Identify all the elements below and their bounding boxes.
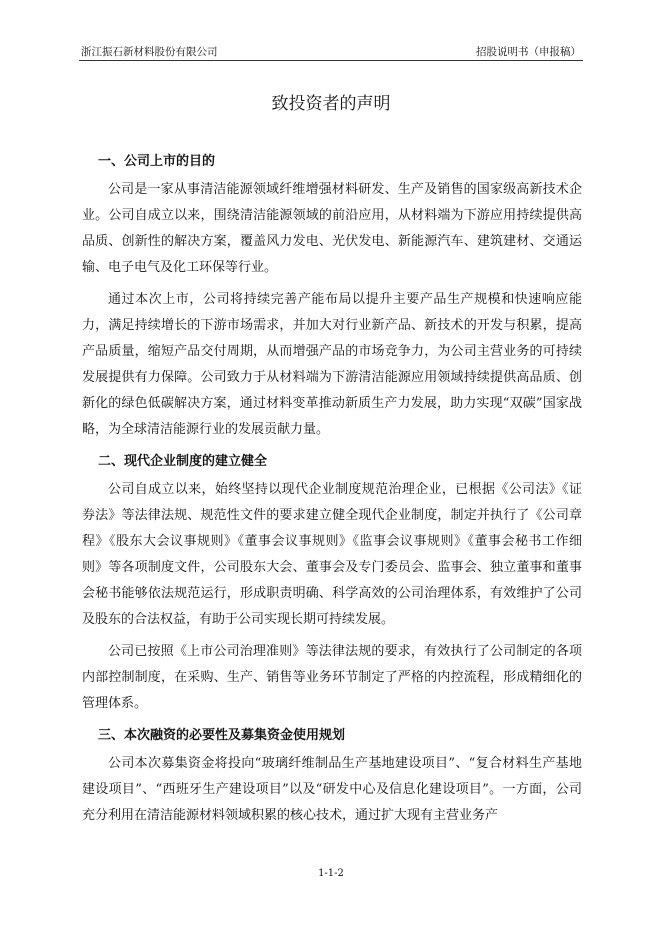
- section-heading: 一、公司上市的目的: [98, 154, 216, 169]
- paragraph: 通过本次上市，公司将持续完善产能布局以提升主要产品生产规模和快速响应能力，满足持续增长的下游市场需求，并加大对行业新产品、新技术的开发与积累，提高产品质量，缩短产品交付周期，从而增强产品的市场竞争力，为公司主营业务的可持续发展提供有力保障。公司致力于从材料端为下游清洁能源应用领域持续提供高品质、创新化的绿色低碳解决方案，通过材料变革推动新质生产力发展，助力实现“双碳”国家战略，为全球清洁能源行业的发展贡献力量。: [82, 292, 582, 437]
- paragraph: 公司是一家从事清洁能源领域纤维增强材料研发、生产及销售的国家级高新技术企业。公司自成立以来，围绕清洁能源领域的前沿应用，从材料端为下游应用持续提供高品质、创新性的解决方案，覆盖风力发电、光伏发电、新能源汽车、建筑建材、交通运输、电子电气及化工环保等行业。: [82, 182, 582, 275]
- page-number: 1-1-2: [318, 868, 344, 879]
- section-financing-plan: [82, 723, 582, 829]
- section-heading: 二、现代企业制度的建立健全: [98, 454, 268, 469]
- header-company-name: 浙江振石新材料股份有限公司: [81, 46, 218, 58]
- section-heading: 三、本次融资的必要性及募集资金使用规划: [98, 728, 346, 743]
- paragraph: 公司自成立以来，始终坚持以现代企业制度规范治理企业，已根据《公司法》《证券法》等法律法规、规范性文件的要求建立健全现代企业制度，制定并执行了《公司章程》《股东大会议事规则》《董事会议事规则》《监事会议事规则》《董事会秘书工作细则》等各项制度文件，公司股东大会、董事会及专门委员会、监事会、独立董事和董事会秘书能够依法规范运行，形成职责明确、科学高效的公司治理体系，有效维护了公司及股东的合法权益，有助于公司实现长期可持续发展。: [82, 482, 582, 627]
- paragraph: 公司本次募集资金将投向“玻璃纤维制品生产基地建设项目”、“复合材料生产基地建设项目”、“西班牙生产建设项目”以及“研发中心及信息化建设项目”。一方面，公司充分利用在清洁能源材料领域积累的核心技术，通过扩大现有主营业务产: [82, 756, 582, 823]
- section-listing-purpose: [82, 149, 582, 443]
- header-document-type: 招股说明书（申报稿）: [476, 46, 581, 58]
- document-body: [82, 149, 582, 835]
- paragraph: 公司已按照《上市公司治理准则》等法律法规的要求，有效执行了公司制定的各项内部控制制度，在采购、生产、销售等业务环节制定了严格的内控流程，形成精细化的管理体系。: [82, 644, 582, 711]
- page-header: [79, 40, 583, 61]
- section-corporate-governance: [82, 449, 582, 717]
- page-title: 致投资者的声明: [271, 94, 391, 114]
